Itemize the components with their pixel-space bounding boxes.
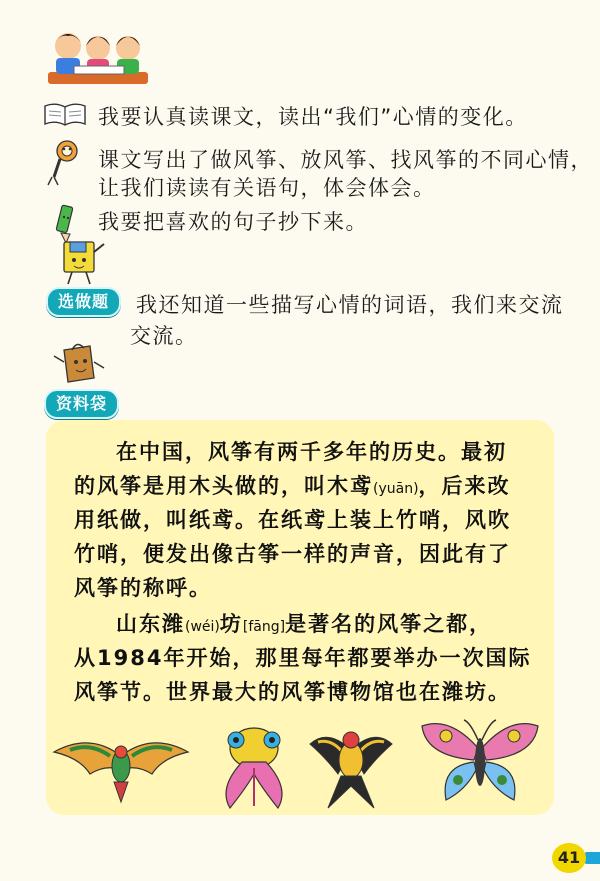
eagle-kite-icon <box>50 730 192 804</box>
bullet-text-1: 我要认真读课文，读出“我们”心情的变化。 <box>98 105 528 129</box>
swallow-kite-icon <box>308 722 394 810</box>
bullet-text-2b: 让我们读读有关语句，体会体会。 <box>98 176 436 200</box>
page-number: 41 <box>552 843 586 873</box>
pinyin-wei: (wéi) <box>185 619 220 635</box>
info-p1-line2-b: ，后来改 <box>418 474 511 498</box>
pinyin-fang: [fāng] <box>242 619 286 635</box>
pinyin-yuan: (yuān) <box>373 481 419 497</box>
info-p1-line2 <box>74 470 511 500</box>
open-book-icon <box>42 100 88 128</box>
info-bag-tag: 资料袋 <box>44 389 119 419</box>
info-p1-line5: 风筝的称呼。 <box>74 576 212 600</box>
optional-task-text-1: 我还知道一些描写心情的词语，我们来交流 <box>136 293 564 317</box>
optional-task-text-2: 交流。 <box>130 324 198 348</box>
floppy-disk-character-icon <box>56 236 108 288</box>
bag-character-icon <box>52 340 108 390</box>
info-p1-line4: 竹哨，便发出像古筝一样的声音，因此有了 <box>74 542 511 566</box>
butterfly-kite-icon <box>416 716 544 808</box>
info-p2-line1 <box>116 608 492 638</box>
bullet-text-3: 我要把喜欢的句子抄下来。 <box>98 210 368 234</box>
page-tab-marker <box>584 852 600 864</box>
info-p2-line3: 风筝节。世界最大的风筝博物馆也在潍坊。 <box>74 680 511 704</box>
info-p2-line1-a: 山东潍 <box>116 612 185 636</box>
magnifier-character-icon <box>46 137 84 189</box>
info-p1-line1: 在中国，风筝有两千多年的历史。最初 <box>116 440 507 464</box>
info-p1-line2-a: 的风筝是用木头做的，叫木鸢 <box>74 474 373 498</box>
optional-task-tag: 选做题 <box>46 287 121 317</box>
info-p2-line2: 从1984年开始，那里每年都要举办一次国际 <box>74 646 532 670</box>
info-p2-line1-b: 坊 <box>219 612 243 636</box>
info-p2-line1-c: 是著名的风筝之都， <box>285 612 493 636</box>
info-p1-line3: 用纸做，叫纸鸢。在纸鸢上装上竹哨，风吹 <box>74 508 511 532</box>
info-panel <box>46 420 554 815</box>
bullet-text-2a: 课文写出了做风筝、放风筝、找风筝的不同心情， <box>98 148 593 172</box>
reading-children-illustration <box>44 20 152 92</box>
goldfish-kite-icon <box>212 722 296 810</box>
